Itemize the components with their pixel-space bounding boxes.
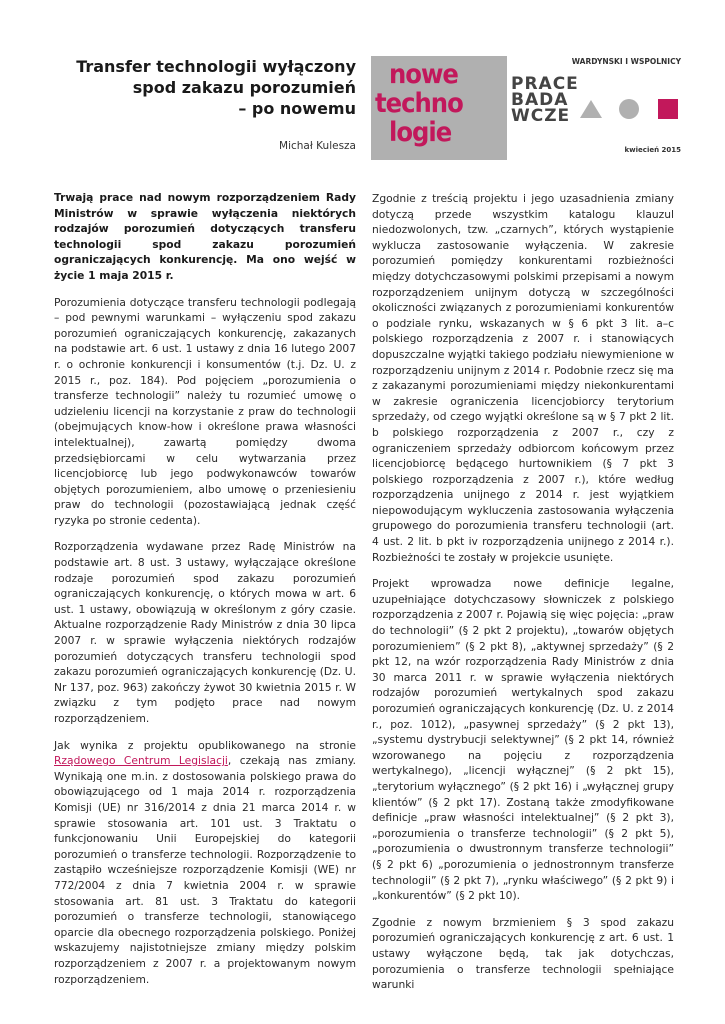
paragraph: Rozporządzenia wydawane przez Radę Ministrów na podstawie art. 8 ust. 3 ustawy, wyłączające określone rodzaje porozumień spod zakazu porozumień ograniczających konkurencję, o których mowa w art. 6 ust. 1 ustawy, obowiązują w określonym z góry czasie. Aktualne rozporządzenie Rady Ministrów z dnia 30 lipca 2007 r. w sprawie wyłączenia niektórych rodzajów porozumień dotyczących transferu technologii spod zakazu porozumień ograniczających konkurencję (Dz. U. Nr 137, poz. 963) zakończy żywot 30 kwietnia 2015 r. W związku z tym podjęto prace nad nowym rozporządzeniem. <box>54 540 356 725</box>
logo-line: logie <box>389 117 452 148</box>
circle-icon <box>619 99 639 119</box>
author: Michał Kulesza <box>279 140 356 152</box>
series-line: PRACE <box>511 74 579 94</box>
title-line: Transfer technologii wyłączony <box>76 57 356 76</box>
logo-line: techno <box>375 88 463 119</box>
publication-date: kwiecień 2015 <box>624 146 681 154</box>
series-line: BADA <box>511 90 569 110</box>
text-span: , czekają nas zmiany. Wynikają one m.in. z dostosowania polskiego prawa do obowiązującego od 1 maja 2014 r. rozporządzenia Komisji (UE) nr 316/2014 z dnia 21 marca 2014 r. w sprawie stosowania art. 101 ust. 3 Traktatu o funkcjonowaniu Unii Europejskiej do kategorii porozumień o transferze technologii. Rozporządzenie to zastąpiło wcześniejsze rozporządzenie Komisji (WE) nr 772/2004 z dnia 7 kwietnia 2004 r. w sprawie stosowania art. 81 ust. 3 Traktatu do kategorii porozumień o transferze technologii, stanowiącego oparcie dla obecnego rozporządzenia polskiego. Poniżej wskazujemy najistotniejsze zmiany między polskim rozporządzeniem z 2007 r. a projektowanym nowym rozporządzeniem. <box>54 754 356 986</box>
left-column <box>54 190 356 998</box>
firm-name: WARDYNSKI I WSPOLNICY <box>571 57 681 66</box>
text-span: Jak wynika z projektu opublikowanego na stronie <box>54 738 356 752</box>
title-line: – po nowemu <box>238 99 356 118</box>
paragraph: Zgodnie z nowym brzmieniem § 3 spod zakazu porozumień ograniczających konkurencję z art. 6 ust. 1 ustawy wyłączone będą, tak jak dotychczas, porozumienia o transferze technologii spełniające warunki <box>372 915 674 992</box>
paragraph: Porozumienia dotyczące transferu technologii podlegają – pod pewnymi warunkami – wyłączeniu spod zakazu porozumień ograniczających konkurencję, zakazanych na podstawie art. 6 ust. 1 ustawy z dnia 16 lutego 2007 r. o ochronie konkurencji i konsumentów (t.j. Dz. U. z 2015 r., poz. 184). Pod pojęciem „porozumienia o transferze technologii” należy tu rozumieć umowę o udzieleniu licencji na korzystanie z praw do technologii (obejmujących know-how i określone prawa własności intelektualnej), zawartą pomiędzy dwoma przedsiębiorcami w celu wytwarzania przez licencjobiorcę lub jego podwykonawców towarów objętych porozumieniem, albo umowę o przeniesieniu praw do technologii (pozostawiającą jednak część ryzyka po stronie cedenta). <box>54 295 356 527</box>
rcl-link[interactable]: Rządowego Centrum Legislacji <box>54 754 228 768</box>
logo-line: nowe <box>389 59 458 90</box>
page-title <box>40 56 356 119</box>
title-line: spod zakazu porozumień <box>132 78 356 97</box>
prace-badawcze-logo <box>511 76 591 124</box>
paragraph: Projekt wprowadza nowe definicje legalne, uzupełniające dotychczasowy słowniczek z polskiego rozporządzenia z 2007 r. Pojawią się więc pojęcia: „praw do technologii” (§ 2 pkt 2 projektu), „towarów objętych porozumieniem” (§ 2 pkt 8), „aktywnej sprzedaży” (§ 2 pkt 12, na wzór rozporządzenia Rady Ministrów z dnia 30 marca 2011 r. w sprawie wyłączenia niektórych rodzajów porozumień wertykalnych spod zakazu porozumień ograniczających konkurencję (Dz. U. z 2014 r., poz. 1012), „pasywnej sprzedaży” (§ 2 pkt 13), „systemu dystrybucji selektywnej” (§ 2 pkt 14, również wzorowanego na pojęciu z rozporządzenia wertykalnego), „licencji wyłącznej” (§ 2 pkt 15), „terytorium wyłącznego” (§ 2 pkt 16) i „wyłącznej grupy klientów” (§ 2 pkt 17). Zostaną także zmodyfikowane definicje „praw własności intelektualnej” (§ 2 pkt 3), „porozumienia o transferze technologii” (§ 2 pkt 5), „porozumienia o dwustronnym transferze technologii” (§ 2 pkt 6) „porozumienia o jednostronnym transferze technologii” (§ 2 pkt 7), „rynku właściwego” (§ 2 pkt 9) i „konkurentów” (§ 2 pkt 10). <box>372 577 674 903</box>
right-column <box>372 191 674 1004</box>
triangle-icon <box>580 100 602 118</box>
square-icon <box>658 99 678 119</box>
decorative-shapes <box>580 96 684 122</box>
paragraph <box>54 738 356 988</box>
paragraph: Zgodnie z treścią projektu i jego uzasadnienia zmiany dotyczą przede wszystkim katalogu klauzul niedozwolonych, tzw. „czarnych”, których wystąpienie wyklucza zastosowanie wyłączenia. W zakresie porozumień pomiędzy konkurentami rozbieżności między dotychczasowymi polskimi przepisami a nowym rozporządzeniem unijnym dotyczą w szczególności okoliczności związanych z porozumieniami konkurentów o podziale rynku, wskazanych w § 6 pkt 3 lit. a–c polskiego rozporządzenia z 2007 r. i stanowiących dopuszczalne wyjątki takiego podziału niewymienione w rozporządzeniu unijnym z 2014 r. Podobnie rzecz się ma z zakazanymi porozumieniami między niekonkurentami w zakresie ograniczenia licencjobiorcy terytorium sprzedaży, od czego wyjątki określone są w § 7 pkt 2 lit. b polskiego rozporządzenia z 2007 r., czy z ograniczeniem sprzedaży odbiorcom końcowym przez licencjobiorcę będącego hurtownikiem (§ 7 pkt 3 polskiego rozporządzenia z 2007 r.), które według rozporządzenia unijnego z 2014 r. jest wyjątkiem niepowodującym wykluczenia zastosowania wyłączenia grupowego do porozumienia transferu technologii (art. 4 ust. 2 lit. b pkt iv rozporządzenia unijnego z 2014 r.). Rozbieżności te zostały w projekcie usunięte. <box>372 192 674 564</box>
nowe-technologie-logo <box>375 59 499 148</box>
lead-paragraph: Trwają prace nad nowym rozporządzeniem Rady Ministrów w sprawie wyłączenia niektórych rodzajów porozumień dotyczących transferu technologii spod zakazu porozumień ograniczających konkurencję. Ma ono wejść w życie 1 maja 2015 r. <box>54 191 356 282</box>
series-line: WCZE <box>511 106 571 126</box>
